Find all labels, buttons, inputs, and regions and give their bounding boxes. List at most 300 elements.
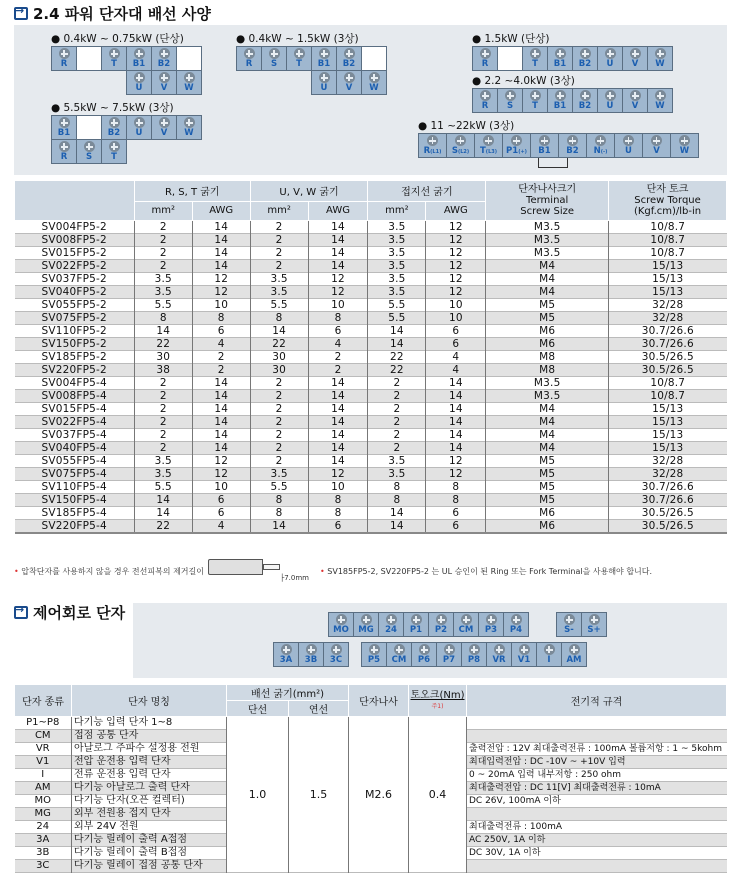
- spec-cell: 3.5: [368, 272, 426, 285]
- terminal-label: R: [481, 59, 489, 69]
- uvw-mm2-header: mm²: [250, 201, 308, 220]
- terminal-v: [622, 46, 648, 71]
- spec-cell: 12: [192, 454, 250, 467]
- screw-icon: [564, 614, 575, 625]
- spec-cell: 8: [368, 493, 426, 506]
- screw-icon: [679, 135, 690, 146]
- terminal-group-5.5-7.5kw-three: [51, 100, 201, 163]
- model-cell: SV008FP5-2: [15, 233, 135, 246]
- spec-cell: 14: [308, 389, 368, 402]
- terminal-p1+: [502, 133, 531, 158]
- name-header: 단자 명칭: [72, 685, 227, 717]
- spec-cell: M5: [486, 480, 609, 493]
- terminal-group-11-22kw-three: [418, 118, 698, 157]
- terminal-label: 24: [385, 625, 397, 635]
- spec-cell: M4: [486, 402, 609, 415]
- terminal-label: B1: [538, 146, 551, 156]
- spec-cell: 2: [308, 350, 368, 363]
- spec-cell: 6: [192, 506, 250, 519]
- spec-cell: M4: [486, 415, 609, 428]
- model-cell: SV015FP5-4: [41, 402, 107, 415]
- spec-cell: 2: [250, 389, 308, 402]
- terminal-b2: [151, 46, 177, 71]
- spec-cell: 14: [192, 441, 250, 454]
- spec-cell: 15/13: [609, 441, 727, 454]
- screw-icon: [344, 48, 355, 59]
- screw-icon: [361, 614, 372, 625]
- terminal-label: U: [606, 101, 614, 111]
- spec-row: [15, 311, 727, 324]
- screw-icon: [580, 48, 591, 59]
- terminal-label: R: [60, 152, 68, 162]
- spec-cell: 12: [192, 285, 250, 298]
- spec-cell: 10: [308, 298, 368, 311]
- terminal-empty-slot: [76, 115, 102, 140]
- spec-cell: 12: [426, 285, 486, 298]
- terminal-row: [51, 115, 201, 139]
- spec-cell: 10/8.7: [609, 233, 727, 246]
- terminal-label: V1: [517, 655, 531, 665]
- screw-header: 단자나사: [349, 685, 409, 717]
- terminal-label: B1: [553, 101, 567, 111]
- terminal-label: P2: [434, 625, 448, 635]
- shared-screw-cell: M2.6: [349, 717, 409, 873]
- spec-cell: 2: [368, 389, 426, 402]
- spec-cell: 5.5: [368, 311, 426, 324]
- torque-header: 단자 토크 Screw Torque (Kgf.cm)/lb-in: [609, 181, 727, 220]
- section-title-text: 2.4 파워 단자대 배선 사양: [33, 5, 211, 23]
- spec-cell: 14: [308, 402, 368, 415]
- spec-cell: 14: [192, 428, 250, 441]
- terminal-b2: [336, 46, 362, 71]
- terminal-type-cell: 3C: [15, 860, 72, 873]
- spec-cell: 14: [308, 220, 368, 233]
- spec-cell: M6: [486, 506, 609, 519]
- spec-cell: 30.7/26.6: [609, 324, 727, 337]
- spec-cell: 12: [308, 467, 368, 480]
- spec-cell: 14: [426, 376, 486, 389]
- terminal-b1: [530, 133, 559, 158]
- terminal-label: U: [320, 83, 328, 93]
- spec-cell: 30.5/26.5: [609, 519, 727, 533]
- terminal-group-0.4-1.5kw-three: [236, 31, 386, 94]
- terminal-3b: [298, 642, 324, 667]
- spec-cell: M4: [486, 428, 609, 441]
- terminal-label: V: [345, 83, 353, 93]
- group-label: ● 5.5kW ~ 7.5kW (3상): [51, 102, 174, 114]
- terminal-label: P1(+): [506, 146, 527, 156]
- torque-header: 토오크$(Nm)^{주1)}$: [409, 685, 467, 717]
- terminal-label: S: [506, 101, 514, 111]
- spec-cell: 12: [426, 467, 486, 480]
- model-cell: SV150FP5-4: [15, 493, 135, 506]
- spec-cell: 2: [368, 402, 426, 415]
- spec-cell: 22: [368, 363, 426, 376]
- group-label: ● 0.4kW ~ 1.5kW (3상): [236, 33, 359, 45]
- wire-size-header: 배선 굵기(mm²): [227, 685, 349, 701]
- screw-icon: [411, 614, 422, 625]
- terminal-p4: [503, 612, 529, 637]
- group-label: ● 2.2 ~4.0kW (3상): [472, 75, 575, 87]
- spec-cell: 14: [426, 428, 486, 441]
- section-title-control: [14, 602, 125, 623]
- spec-cell: 14: [368, 324, 426, 337]
- terminal-s-: [556, 612, 582, 637]
- group-label: ● 1.5kW (단상): [472, 33, 550, 45]
- electrical-spec-cell: 최대입력전압 : DC -10V ~ +10V 입력: [467, 756, 727, 769]
- terminal-spacer: [51, 70, 77, 95]
- spec-row: [15, 402, 727, 415]
- spec-cell: 2: [368, 376, 426, 389]
- spec-row: [15, 233, 727, 246]
- terminal-label: W: [369, 83, 379, 93]
- spec-cell: M5: [486, 493, 609, 506]
- spec-cell: 14: [426, 389, 486, 402]
- stranded-header: 연선: [289, 701, 349, 717]
- terminal-label: CM: [391, 655, 407, 665]
- terminal-b1: [547, 46, 573, 71]
- terminal-label: W: [655, 59, 665, 69]
- terminal-label: B2: [107, 128, 121, 138]
- section-arrow-icon: [14, 606, 28, 619]
- terminal-name-cell: 다기능 릴레이 출력 B접점: [72, 847, 227, 860]
- screw-size-header: 단자나사크기 Terminal Screw Size: [486, 181, 609, 220]
- spec-cell: M5: [486, 298, 609, 311]
- terminal-label: MG: [358, 625, 374, 635]
- spec-cell: 3.5: [368, 259, 426, 272]
- spec-cell: 32/28: [609, 467, 727, 480]
- spec-cell: 3.5: [368, 233, 426, 246]
- terminal-label: V: [160, 83, 168, 93]
- spec-cell: 8: [192, 311, 250, 324]
- terminal-cm: [386, 642, 412, 667]
- spec-cell: 10/8.7: [609, 220, 727, 233]
- power-wiring-spec-table: [14, 181, 727, 534]
- screw-icon: [427, 135, 438, 146]
- spec-cell: 12: [426, 246, 486, 259]
- model-cell: SV022FP5-2: [15, 259, 135, 272]
- spec-row: [15, 259, 727, 272]
- terminal-type-cell: MG: [15, 808, 72, 821]
- spec-cell: 2: [368, 441, 426, 454]
- spec-cell: 2: [250, 428, 308, 441]
- spec-cell: 2: [134, 389, 192, 402]
- screw-icon: [444, 644, 455, 655]
- spec-cell: 8: [368, 480, 426, 493]
- screw-icon: [436, 614, 447, 625]
- screw-icon: [605, 90, 616, 101]
- wire-diagram-conductor: [263, 564, 280, 570]
- spec-cell: 10/8.7: [609, 389, 727, 402]
- terminal-label: 3A: [279, 655, 293, 665]
- spec-cell: 2: [134, 220, 192, 233]
- terminal-t: [286, 46, 312, 71]
- terminal-empty-slot: [497, 46, 523, 71]
- terminal-empty-slot: [361, 46, 387, 71]
- terminal-v1: [511, 642, 537, 667]
- screw-icon: [511, 135, 522, 146]
- terminal-sl2: [446, 133, 475, 158]
- terminal-r: [51, 139, 77, 164]
- spec-row: [15, 467, 727, 480]
- spec-cell: 2: [134, 441, 192, 454]
- spec-cell: 4: [426, 350, 486, 363]
- terminal-type-cell: V1: [15, 756, 72, 769]
- model-cell: SV004FP5-4: [41, 376, 107, 389]
- spec-cell: 14: [426, 441, 486, 454]
- model-cell: SV110FP5-4: [41, 480, 107, 493]
- terminal-group-1.5kw-single: [472, 31, 672, 70]
- spec-cell: 15/13: [609, 415, 727, 428]
- spec-cell: 6: [426, 337, 486, 350]
- spec-cell: 14: [368, 337, 426, 350]
- uvw-header: U, V, W 굵기: [250, 181, 368, 201]
- spec-cell: 14: [134, 324, 192, 337]
- terminal-type-cell: 3B: [36, 847, 50, 858]
- screw-icon: [319, 72, 330, 83]
- terminal-u: [126, 115, 152, 140]
- spec-cell: 14: [192, 402, 250, 415]
- terminal-p7: [436, 642, 462, 667]
- spec-cell: 4: [308, 337, 368, 350]
- spec-cell: 5.5: [134, 480, 192, 493]
- terminal-n-: [586, 133, 615, 158]
- spec-cell: 8: [250, 493, 308, 506]
- screw-icon: [555, 90, 566, 101]
- terminal-row: [51, 139, 201, 163]
- terminal-label: S: [270, 59, 278, 69]
- spec-row: [15, 272, 727, 285]
- terminal-name-cell: 접점 공통 단자: [72, 730, 227, 743]
- section-arrow-icon: [14, 7, 28, 20]
- spec-cell: M3.5: [486, 220, 609, 233]
- spec-row: [15, 246, 727, 259]
- spec-cell: 3.5: [250, 285, 308, 298]
- terminal-label: S+: [587, 625, 601, 635]
- terminal-type-cell: MO: [34, 795, 51, 806]
- terminal-3a: [273, 642, 299, 667]
- terminal-empty-slot: [76, 46, 102, 71]
- spec-cell: 2: [368, 428, 426, 441]
- model-cell: SV022FP5-4: [15, 415, 135, 428]
- spec-cell: 6: [192, 493, 250, 506]
- screw-icon: [134, 48, 145, 59]
- terminal-mo: [328, 612, 354, 637]
- terminal-name-cell: 외부 24V 전원: [72, 821, 227, 834]
- spec-cell: 4: [192, 337, 250, 350]
- type-header: 단자 종류: [15, 685, 72, 717]
- spec-cell: 8: [250, 506, 308, 519]
- screw-icon: [511, 614, 522, 625]
- terminal-3c: [323, 642, 349, 667]
- screw-icon: [483, 135, 494, 146]
- terminal-vr: [486, 642, 512, 667]
- terminal-type-cell: 3A: [15, 834, 72, 847]
- terminal-name-cell: 외부 전원용 접지 단자: [72, 808, 227, 821]
- terminal-b2: [572, 46, 598, 71]
- spec-cell: 3.5: [368, 467, 426, 480]
- spec-cell: M4: [486, 259, 609, 272]
- terminal-spacer: [286, 70, 312, 95]
- spec-cell: 8: [426, 480, 486, 493]
- spec-cell: 14: [426, 402, 486, 415]
- terminal-t: [522, 46, 548, 71]
- spec-cell: 32/28: [609, 311, 727, 324]
- screw-icon: [59, 141, 70, 152]
- model-cell: SV040FP5-2: [15, 285, 135, 298]
- terminal-spacer: [261, 70, 287, 95]
- screw-icon: [539, 135, 550, 146]
- terminal-w: [647, 88, 673, 113]
- terminal-label: T: [532, 101, 538, 111]
- model-cell: SV075FP5-4: [15, 467, 135, 480]
- terminal-s: [261, 46, 287, 71]
- terminal-name-cell: 다기능 릴레이 접점 공통 단자: [72, 860, 227, 873]
- screw-icon: [59, 117, 70, 128]
- spec-cell: 10/8.7: [609, 376, 727, 389]
- terminal-label: R: [60, 59, 68, 69]
- terminal-group-2.2-4.0kw-three: [472, 73, 672, 112]
- spec-cell: 5.5: [134, 298, 192, 311]
- spec-row: [15, 350, 727, 363]
- spec-cell: 15/13: [609, 259, 727, 272]
- screw-icon: [480, 90, 491, 101]
- terminal-label: T: [111, 152, 117, 162]
- spec-cell: 10: [192, 298, 250, 311]
- spec-cell: 30.7/26.6: [609, 480, 727, 493]
- spec-cell: M3.5: [486, 246, 609, 259]
- terminal-w: [176, 70, 202, 95]
- spec-cell: 5.5: [250, 298, 308, 311]
- terminal-name-cell: 다기능 아날로그 출력 단자: [72, 782, 227, 795]
- screw-icon: [184, 117, 195, 128]
- terminal-type-cell: I: [41, 769, 45, 780]
- ground-mm2-header: mm²: [368, 201, 426, 220]
- screw-icon: [461, 614, 472, 625]
- model-cell: SV040FP5-4: [15, 441, 135, 454]
- terminal-label: T: [296, 59, 302, 69]
- terminal-label: P6: [417, 655, 431, 665]
- spec-row: [15, 220, 727, 233]
- screw-icon: [394, 644, 405, 655]
- spec-cell: 32/28: [609, 454, 727, 467]
- terminal-rl1: [418, 133, 447, 158]
- spec-cell: 14: [308, 233, 368, 246]
- screw-icon: [519, 644, 530, 655]
- spec-cell: 12: [426, 272, 486, 285]
- spec-cell: 12: [426, 454, 486, 467]
- terminal-row: [472, 88, 672, 112]
- terminal-am: [561, 642, 587, 667]
- spec-cell: 12: [192, 272, 250, 285]
- model-cell: SV185FP5-4: [41, 506, 107, 519]
- terminal-group-0.4-0.75kw-single: [51, 31, 201, 94]
- terminal-u: [597, 88, 623, 113]
- spec-cell: 14: [308, 428, 368, 441]
- electrical-spec-cell: AC 250V, 1A 이하: [467, 834, 727, 847]
- terminal-r: [472, 88, 498, 113]
- spec-cell: M3.5: [486, 233, 609, 246]
- terminal-label: P8: [467, 655, 481, 665]
- spec-cell: 4: [192, 519, 250, 533]
- terminal-spacer: [101, 70, 127, 95]
- terminal-label: V: [631, 101, 639, 111]
- spec-cell: 14: [308, 415, 368, 428]
- terminal-label: P7: [442, 655, 456, 665]
- spec-row: [15, 506, 727, 519]
- terminal-label: W: [679, 146, 690, 156]
- screw-icon: [159, 48, 170, 59]
- terminal-w: [670, 133, 699, 158]
- terminal-label: R: [481, 101, 489, 111]
- spec-cell: 14: [134, 506, 192, 519]
- spec-cell: 30.5/26.5: [609, 363, 727, 376]
- spec-cell: 12: [308, 272, 368, 285]
- spec-cell: 3.5: [250, 467, 308, 480]
- terminal-s+: [581, 612, 607, 637]
- terminal-u: [597, 46, 623, 71]
- spec-cell: 3.5: [368, 220, 426, 233]
- terminal-t: [522, 88, 548, 113]
- spec-cell: 12: [426, 220, 486, 233]
- spec-cell: 2: [192, 350, 250, 363]
- model-cell: SV055FP5-2: [41, 298, 107, 311]
- spec-cell: 5.5: [368, 298, 426, 311]
- screw-icon: [109, 117, 120, 128]
- spec-row: [15, 441, 727, 454]
- spec-cell: 3.5: [134, 454, 192, 467]
- terminal-b1: [126, 46, 152, 71]
- terminal-r: [472, 46, 498, 71]
- screw-icon: [369, 644, 380, 655]
- model-cell: SV004FP5-2: [41, 220, 107, 233]
- spec-row: [15, 285, 727, 298]
- screw-icon: [589, 614, 600, 625]
- terminal-u: [614, 133, 643, 158]
- terminal-label: P3: [484, 625, 498, 635]
- spec-cell: 14: [308, 454, 368, 467]
- spec-row: [15, 480, 727, 493]
- terminal-label: B2: [566, 146, 579, 156]
- terminal-v: [151, 115, 177, 140]
- uvw-awg-header: AWG: [308, 201, 368, 220]
- terminal-name-cell: 전압 운전용 입력 단자: [72, 756, 227, 769]
- spec-cell: 14: [192, 415, 250, 428]
- spec-cell: 8: [426, 493, 486, 506]
- screw-icon: [567, 135, 578, 146]
- spec-cell: 2: [368, 415, 426, 428]
- terminal-label: S: [85, 152, 93, 162]
- screw-icon: [555, 48, 566, 59]
- spec-cell: M5: [486, 454, 609, 467]
- terminal-label: B2: [157, 59, 171, 69]
- electrical-spec-cell: [467, 860, 727, 873]
- terminal-label: U: [625, 146, 632, 156]
- spec-cell: 32/28: [609, 298, 727, 311]
- terminal-v: [151, 70, 177, 95]
- spec-cell: M5: [486, 311, 609, 324]
- terminal-label: P4: [509, 625, 523, 635]
- electrical-spec-header: 전기적 규격: [467, 685, 727, 717]
- screw-icon: [505, 90, 516, 101]
- spec-cell: 30: [250, 350, 308, 363]
- spec-cell: 30.5/26.5: [609, 506, 727, 519]
- screw-icon: [386, 614, 397, 625]
- spec-cell: 14: [192, 376, 250, 389]
- spec-cell: 14: [308, 441, 368, 454]
- terminal-mg: [353, 612, 379, 637]
- screw-icon: [419, 644, 430, 655]
